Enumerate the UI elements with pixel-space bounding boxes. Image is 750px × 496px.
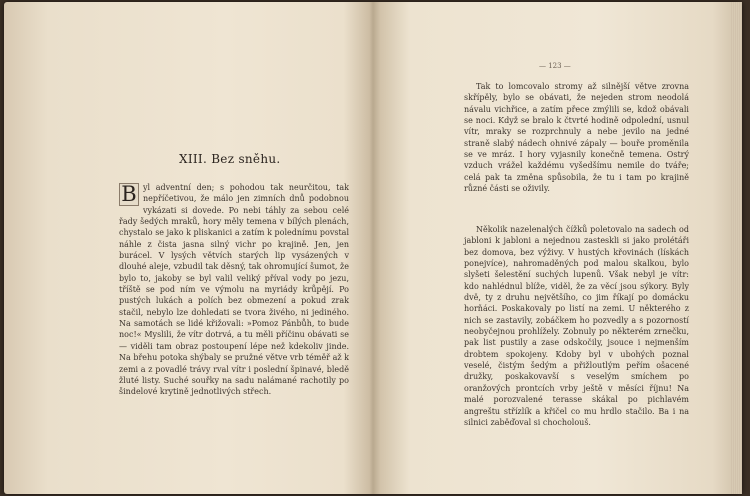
page-number: — 123 —: [539, 62, 571, 70]
left-page: [34, 2, 369, 494]
book-spread: [4, 2, 742, 494]
right-page: [389, 2, 709, 494]
left-page-body: [119, 182, 349, 398]
chapter-title: XIII. Bez sněhu.: [179, 152, 281, 166]
paragraph-2: Několik nazelenalých čížků poletovalo na sadech od jabloni k jabloni a nejednou zasteskli si jako prolétáři bez domova, bez výživy. V hustých křovinách (lískách ponejvíce), nahromaděných pod malou skalkou, bylo slyšeti šelestění suchých lupenů. Však nebyl je vítr: kdo nahlédnul blíže, viděl, že za věcí jsou sýkory. Byly dvě, ty z druhu největšího, co jim říkají po domácku horňáci. Poskakovaly po listí na zemi. U některého z nich se zastavily, zobáčkem ho pozvedly a s pozorností neobyčejnou prohlížely. Zobnuly po některém zrnečku, pak list pustily a zase odskočily, jsouce i nejmenším drobtem spokojeny. Kdoby byl v ubohých poznal veselé, čistým šedým a přižloutlým peřím ošacené družky, poskakovavší s veselým smíchem po oranžových prontcích vrby ještě v měsíci říjnu! Na malé porozvalené terasse skákal po pichlavém angreštu střízlík a křičel co mu hrdlo stačilo. Ba i na silnici zaběďoval si chocholouš.: [464, 225, 689, 427]
drop-cap: B: [119, 183, 139, 206]
left-page-text: yl adventní den; s pohodou tak neurčitou, tak nepříčetivou, že málo jen zimních dnů podobnou vykázati si dovede. Po nebi táhly za sebou celé řady šedých mraků, hory měly temena v bílých plenách, chystalo se jako k pliskanici a zatím k polednímu povstal náhle z čista jasna silný vichr po krajině. Jen, jen burácel. V lysých větvích starých lip vysázených v dlouhé aleje, vzbudil tak děsný, tak ohromující šumot, že bylo to, jakoby se byl valil veliký příval vody po jezu, tříště se pod ním ve výmolu na myriády krůpějí. Po pustých lukách a polích bez obmezení a pokud zrak stačil, nebylo lze dohledati se tvora živého, ni jediného. Na samotách se lidé křižovali: »Pomoz Pánbůh, to bude noc!« Myslili, že vítr dotrvá, a tu měli příčinu obávati se — viděli tam obraz postoupení lépe než kdekoliv jinde. Na břehu potoka shýbaly se pružné větve vrb téměř až k zemi a z povadlé trávy rval vítr i poslední špinavé, bledě žluté listy. Suché souřky na sadu nalámané rachotily po šindelové krytině jednotlivých střech.: [119, 183, 349, 397]
page-edges: [730, 2, 742, 494]
paragraph-1: Tak to lomcovalo stromy až silnější větve zrovna skřípěly, bylo se obávati, že nejeden strom neodolá návalu vichřice, a zatím přece zmýlili se, kdož obávali se noci. Když se bralo k čtvrté hodině odpolední, usnul vítr, mraky se rozprchnuly a nebe jevilo na jedné straně slabý nádech ohnivé zápaly — bouře proměnila se ve mráz. I hory vyjasnily konečně temena. Ostrý vzduch vrážel každému vyšedšímu nemile do tváře; celá pak ta změna spůsobila, že tu i tam po krajině různé části se oživily.: [464, 82, 689, 194]
